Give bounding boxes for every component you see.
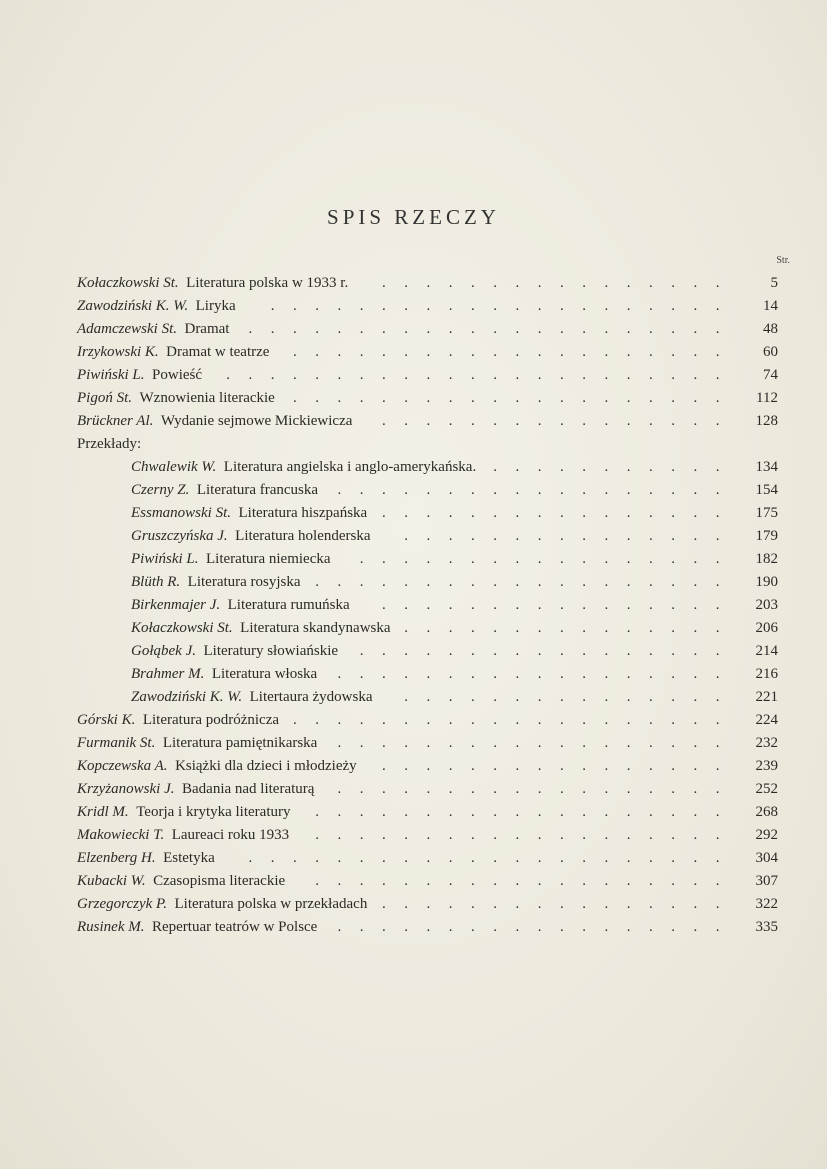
dot-leader: ..................... [270, 298, 738, 314]
toc-row [0, 387, 827, 409]
dot-leader: .................... [293, 390, 738, 406]
entry-title: Wydanie sejmowe Mickiewicza [160, 413, 353, 429]
entry-author: Rusinek M. [77, 919, 145, 935]
toc-entry [77, 410, 352, 432]
toc-entry [77, 916, 317, 938]
entry-title: Literatury słowiańskie [203, 643, 339, 659]
toc-entry [77, 341, 269, 363]
entry-page-number: 292 [755, 827, 778, 843]
entry-title: Estetyka [163, 850, 215, 866]
entry-page-number: 307 [755, 873, 778, 889]
entry-page-number: 175 [755, 505, 778, 521]
entry-author: Adamczewski St. [77, 321, 177, 337]
entry-page-number: 48 [763, 321, 778, 337]
toc-row [0, 525, 827, 547]
entry-title: Literatura rumuńska [227, 597, 350, 613]
entry-author: Górski K. [77, 712, 136, 728]
entry-title: Literatura polska w przekładach [174, 896, 368, 912]
entry-author: Makowiecki T. [77, 827, 165, 843]
toc-entry [131, 640, 338, 662]
entry-author: Gołąbek J. [131, 643, 196, 659]
toc-row [0, 686, 827, 708]
entry-author: Piwiński L. [77, 367, 145, 383]
entry-page-number: 112 [756, 390, 778, 406]
entry-author: Irzykowski K. [77, 344, 159, 360]
entry-page-number: 268 [755, 804, 778, 820]
entry-title: Liryka [195, 298, 236, 314]
entry-title: Czasopisma literackie [153, 873, 286, 889]
entry-title: Laureaci roku 1933 [171, 827, 290, 843]
toc-row [0, 341, 827, 363]
entry-page-number: 5 [770, 275, 778, 291]
dot-leader: ................... [315, 804, 738, 820]
entry-page-number: 60 [763, 344, 778, 360]
entry-author: Chwalewik W. [131, 459, 217, 475]
dot-leader: ................. [359, 643, 738, 659]
toc-row [0, 824, 827, 846]
entry-page-number: 206 [755, 620, 778, 636]
entry-page-number: 74 [763, 367, 778, 383]
entry-page-number: 203 [755, 597, 778, 613]
toc-entry [77, 732, 317, 754]
entry-title: Literatura angielska i anglo-amerykańska. [223, 459, 477, 475]
entry-page-number: 128 [755, 413, 778, 429]
dot-leader: ................ [382, 896, 738, 912]
entry-page-number: 252 [755, 781, 778, 797]
toc-entry [77, 801, 291, 823]
toc-entry [131, 571, 301, 593]
dot-leader: ................... [315, 827, 738, 843]
entry-title: Literatura rosyjska [187, 574, 301, 590]
entry-title: Literatura skandynawska [240, 620, 391, 636]
toc-entry [77, 778, 314, 800]
dot-leader: ................... [315, 574, 738, 590]
dot-leader: .................... [293, 712, 738, 728]
toc-entry [131, 594, 350, 616]
toc-row [0, 571, 827, 593]
entry-page-number: 304 [755, 850, 778, 866]
entry-title: Literatura francuska [196, 482, 319, 498]
entry-title: Książki dla dzieci i młodzieży [175, 758, 357, 774]
toc-row [0, 709, 827, 731]
toc-entry [131, 617, 391, 639]
dot-leader: .................. [337, 735, 738, 751]
toc-row [0, 732, 827, 754]
toc-entry [131, 525, 371, 547]
entry-page-number: 134 [755, 459, 778, 475]
entry-author: Kopczewska A. [77, 758, 168, 774]
entry-title: Literatura podróżnicza [142, 712, 280, 728]
entry-page-number: 154 [755, 482, 778, 498]
entry-author: Kołaczkowski St. [131, 620, 233, 636]
entry-author: Furmanik St. [77, 735, 156, 751]
entry-page-number: 239 [755, 758, 778, 774]
entry-author: Elzenberg H. [77, 850, 156, 866]
entry-author: Brückner Al. [77, 413, 154, 429]
dot-leader: ............... [404, 528, 738, 544]
toc-row [0, 410, 827, 432]
toc-row [0, 318, 827, 340]
toc-entry [131, 479, 318, 501]
dot-leader: .................. [337, 919, 738, 935]
entry-page-number: 214 [755, 643, 778, 659]
toc-entry [77, 318, 229, 340]
dot-leader: ................. [359, 551, 738, 567]
toc-entry [131, 502, 367, 524]
toc-entry [77, 364, 202, 386]
entry-author: Birkenmajer J. [131, 597, 221, 613]
toc-row [0, 801, 827, 823]
toc-row [0, 755, 827, 777]
toc-entry [77, 755, 357, 777]
page-column-label: Str. [776, 255, 790, 266]
toc-row [0, 272, 827, 294]
dot-leader: ............... [404, 620, 738, 636]
entry-author: Zawodziński K. W. [77, 298, 189, 314]
entry-page-number: 221 [755, 689, 778, 705]
entry-author: Kubacki W. [77, 873, 146, 889]
entry-author: Brahmer M. [131, 666, 205, 682]
dot-leader: ....................... [226, 367, 738, 383]
section-row [0, 433, 827, 455]
entry-title: Literatura włoska [211, 666, 318, 682]
toc-entry [131, 686, 373, 708]
entry-title: Badania nad literaturą [182, 781, 315, 797]
entry-author: Pigoń St. [77, 390, 132, 406]
toc-row [0, 916, 827, 938]
toc-row [0, 640, 827, 662]
entry-page-number: 182 [755, 551, 778, 567]
toc-entry [77, 387, 275, 409]
entry-page-number: 190 [755, 574, 778, 590]
entry-page-number: 232 [755, 735, 778, 751]
toc-entry [77, 893, 367, 915]
toc-entry [131, 548, 331, 570]
entry-author: Zawodziński K. W. [131, 689, 243, 705]
entry-author: Kołaczkowski St. [77, 275, 179, 291]
entry-title: Literatura pamiętnikarska [162, 735, 318, 751]
entry-author: Grzegorczyk P. [77, 896, 167, 912]
entry-page-number: 216 [755, 666, 778, 682]
entry-title: Literatura polska w 1933 r. [186, 275, 349, 291]
dot-leader: ................... [315, 873, 738, 889]
dot-leader: .................. [337, 781, 738, 797]
toc-entry [77, 295, 236, 317]
dot-leader: ................ [382, 597, 738, 613]
entry-title: Litertaura żydowska [249, 689, 373, 705]
entry-author: Kridl M. [77, 804, 129, 820]
entry-page-number: 14 [763, 298, 778, 314]
dot-leader: .................... [293, 344, 738, 360]
toc-row [0, 893, 827, 915]
dot-leader: .................. [337, 482, 738, 498]
entry-author: Krzyżanowski J. [77, 781, 175, 797]
dot-leader: .................. [337, 666, 738, 682]
section-label: Przekłady: [77, 436, 142, 452]
toc-row [0, 663, 827, 685]
dot-leader: ........... [493, 459, 738, 475]
toc-row [0, 870, 827, 892]
dot-leader: ...................... [248, 321, 738, 337]
dot-leader: ................ [382, 505, 738, 521]
toc-row [0, 847, 827, 869]
toc-row [0, 479, 827, 501]
dot-leader: ............... [404, 689, 738, 705]
toc-entry [77, 870, 285, 892]
entry-page-number: 322 [755, 896, 778, 912]
toc-entry [77, 824, 289, 846]
entry-title: Wznowienia literackie [139, 390, 275, 406]
entry-page-number: 179 [755, 528, 778, 544]
entry-author: Gruszczyńska J. [131, 528, 228, 544]
entry-page-number: 224 [755, 712, 778, 728]
toc-entry [77, 709, 279, 731]
toc-row [0, 295, 827, 317]
entry-author: Blüth R. [131, 574, 181, 590]
toc-entry [131, 456, 476, 478]
entry-author: Czerny Z. [131, 482, 190, 498]
entry-title: Teorja i krytyka literatury [136, 804, 291, 820]
toc-row [0, 594, 827, 616]
toc-row [0, 778, 827, 800]
dot-leader: ................ [382, 413, 738, 429]
toc-row [0, 502, 827, 524]
toc-entry [77, 847, 215, 869]
toc-row [0, 548, 827, 570]
entry-title: Powieść [152, 367, 203, 383]
page-title: SPIS RZECZY [327, 205, 500, 229]
toc-entry [77, 272, 348, 294]
entry-page-number: 335 [755, 919, 778, 935]
dot-leader: ................ [382, 275, 738, 291]
entry-author: Piwiński L. [131, 551, 199, 567]
dot-leader: ...................... [248, 850, 738, 866]
entry-title: Dramat w teatrze [166, 344, 270, 360]
entry-title: Dramat [184, 321, 230, 337]
toc-row [0, 617, 827, 639]
entry-author: Essmanowski St. [131, 505, 232, 521]
toc-row [0, 364, 827, 386]
toc-row [0, 456, 827, 478]
entry-title: Literatura holenderska [235, 528, 371, 544]
entry-title: Literatura niemiecka [206, 551, 331, 567]
toc-entry [131, 663, 317, 685]
entry-title: Literatura hiszpańska [238, 505, 368, 521]
dot-leader: ................ [382, 758, 738, 774]
entry-title: Repertuar teatrów w Polsce [151, 919, 318, 935]
